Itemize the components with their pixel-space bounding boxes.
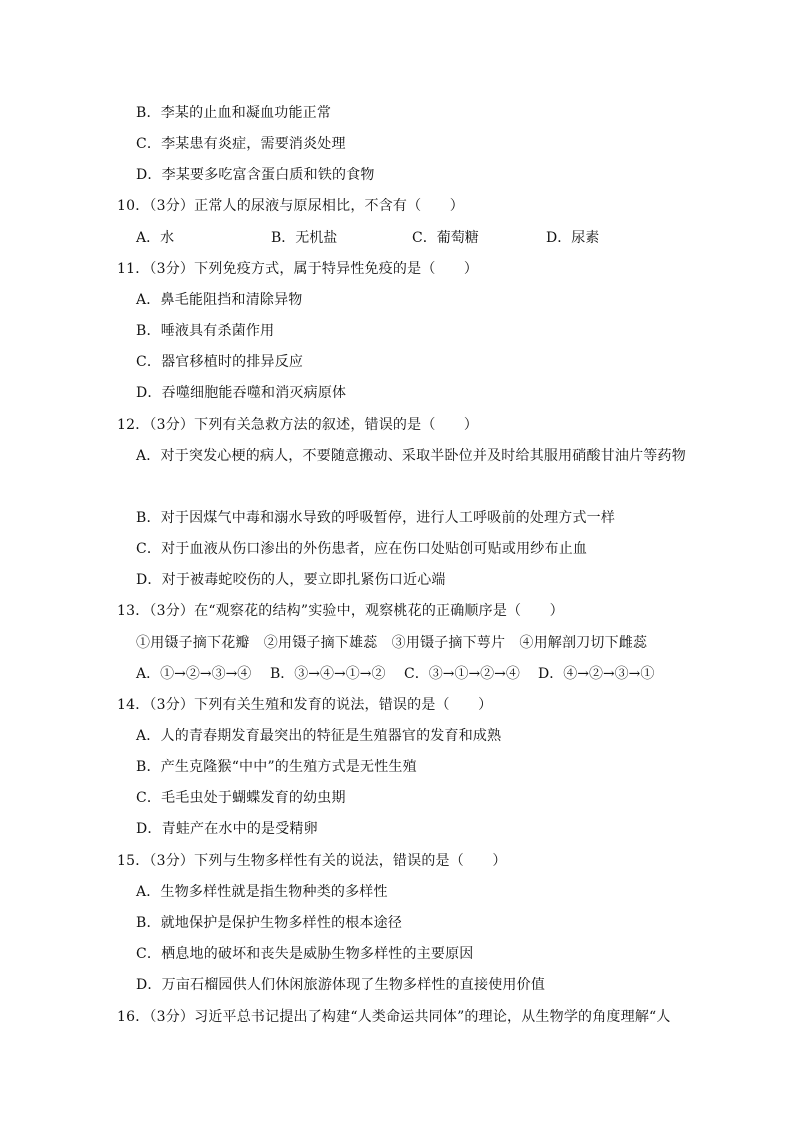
question-10: 10．（3分）正常人的尿液与原尿相比，不含有（ ） [117, 198, 464, 214]
q14-option-a: A．人的青春期发育最突出的特征是生殖器官的发育和成熟 [136, 728, 502, 744]
q9-option-b: B．李某的止血和凝血功能正常 [136, 105, 332, 121]
q10-option-a: A．水 [136, 230, 175, 246]
q14-option-d: D．青蛙产在水中的是受精卵 [136, 821, 318, 837]
question-16: 16．（3分）习近平总书记提出了构建“人类命运共同体”的理论，从生物学的角度理解“人 [117, 1009, 671, 1025]
q13-steps: ①用镊子摘下花瓣 ②用镊子摘下雄蕊 ③用镊子摘下萼片 ④用解剖刀切下雌蕊 [136, 635, 648, 651]
q10-option-b: B．无机盐 [271, 230, 338, 246]
q12-option-a: A．对于突发心梗的病人，不要随意搬动、采取半卧位并及时给其服用硝酸甘油片等药物 [136, 448, 686, 464]
q9-option-c: C．李某患有炎症，需要消炎处理 [136, 136, 346, 152]
q15-option-d: D．万亩石榴园供人们休闲旅游体现了生物多样性的直接使用价值 [136, 977, 546, 993]
question-14: 14．（3分）下列有关生殖和发育的说法，错误的是（ ） [117, 697, 493, 713]
q11-option-a: A．鼻毛能阻挡和清除异物 [136, 292, 303, 308]
q9-option-d: D．李某要多吃富含蛋白质和铁的食物 [136, 167, 375, 183]
q10-option-d: D．尿素 [546, 230, 600, 246]
q15-option-c: C．栖息地的破坏和丧失是威胁生物多样性的主要原因 [136, 946, 474, 962]
q11-option-c: C．器官移植时的排异反应 [136, 354, 304, 370]
q10-option-c: C．葡萄糖 [412, 230, 479, 246]
q11-option-d: D．吞噬细胞能吞噬和消灭病原体 [136, 385, 347, 401]
q13-option-c: C．③→①→②→④ [404, 666, 520, 682]
q13-option-a: A．①→②→③→④ [136, 666, 252, 682]
question-13: 13．（3分）在“观察花的结构”实验中，观察桃花的正确顺序是（ ） [117, 603, 564, 619]
q12-option-b: B．对于因煤气中毒和溺水导致的呼吸暂停，进行人工呼吸前的处理方式一样 [136, 510, 616, 526]
q13-option-b: B．③→④→①→② [270, 666, 386, 682]
q12-option-c: C．对于血液从伤口渗出的外伤患者，应在伤口处贴创可贴或用纱布止血 [136, 541, 588, 557]
q13-option-d: D．④→②→③→① [538, 666, 655, 682]
q14-option-c: C．毛毛虫处于蝴蝶发育的幼虫期 [136, 790, 346, 806]
question-12: 12．（3分）下列有关急救方法的叙述，错误的是（ ） [117, 417, 479, 433]
q14-option-b: B．产生克隆猴“中中”的生殖方式是无性生殖 [136, 759, 417, 775]
q11-option-b: B．唾液具有杀菌作用 [136, 323, 275, 339]
q15-option-a: A．生物多样性就是指生物种类的多样性 [136, 884, 388, 900]
q15-option-b: B．就地保护是保护生物多样性的根本途径 [136, 915, 403, 931]
q12-option-d: D．对于被毒蛇咬伤的人，要立即扎紧伤口近心端 [136, 572, 446, 588]
question-11: 11．（3分）下列免疫方式，属于特异性免疫的是（ ） [117, 261, 479, 277]
question-15: 15．（3分）下列与生物多样性有关的说法，错误的是（ ） [117, 853, 507, 869]
